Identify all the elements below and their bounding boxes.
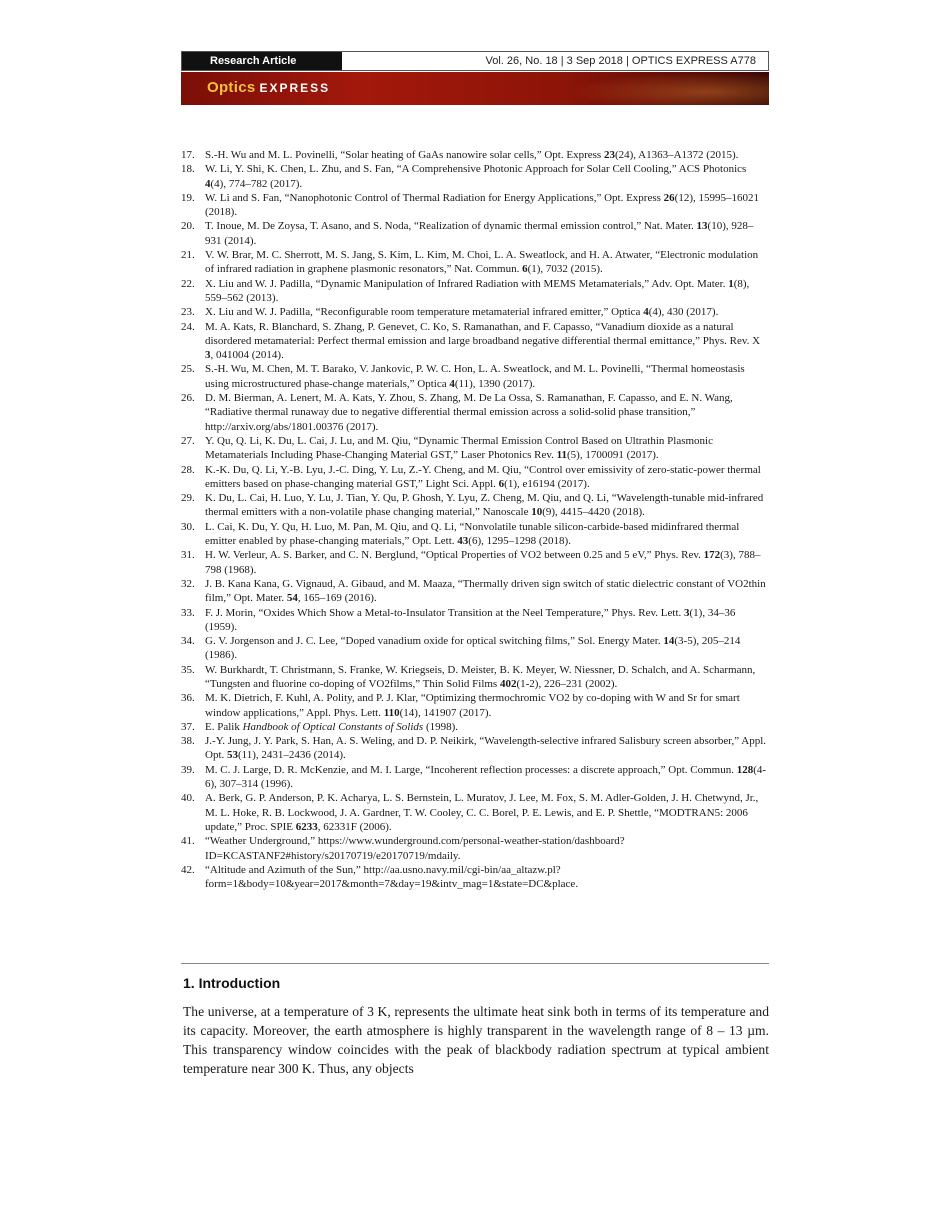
reference-item [181, 834, 769, 863]
reference-number: 38. [181, 735, 195, 748]
reference-text: E. Palik Handbook of Optical Constants of Solids (1998). [205, 720, 459, 733]
reference-number: 18. [181, 163, 195, 176]
banner-glow [569, 72, 769, 105]
reference-text: A. Berk, G. P. Anderson, P. K. Acharya, L. S. Bernstein, L. Muratov, J. Lee, M. Fox, S. M. Adler-Golden, J. H. Chetwynd, Jr., M. L. Hoke, R. B. Lockwood, J. A. Gardner, T. W. Cooley, C. C. Borel, P. E. Lewis, and E. P. Shettle, “MODTRAN5: 2006 update,” Proc. SPIE 6233, 62331F (2006). [205, 792, 759, 833]
reference-text: G. V. Jorgenson and J. C. Lee, “Doped vanadium oxide for optical switching films,” Sol. Energy Mater. 14(3-5), 205–214 (1986). [205, 635, 741, 662]
reference-number: 32. [181, 577, 195, 590]
reference-item [181, 791, 769, 834]
reference-item [181, 305, 769, 319]
reference-item [181, 391, 769, 434]
reference-number: 35. [181, 663, 195, 676]
reference-item [181, 463, 769, 492]
reference-text: S.-H. Wu, M. Chen, M. T. Barako, V. Jankovic, P. W. C. Hon, L. A. Sweatlock, and M. L. Povinelli, “Thermal homeostasis using microstructured phase-change materials,” Optica 4(11), 1390 (2017). [205, 363, 745, 390]
reference-text: K.-K. Du, Q. Li, Y.-B. Lyu, J.-C. Ding, Y. Lu, Z.-Y. Cheng, and M. Qiu, “Control over emissivity of zero-static-power thermal emitters based on phase-changing material GST,” Light Sci. Appl. 6(1), e16194 (2017). [205, 463, 761, 490]
reference-text: V. W. Brar, M. C. Sherrott, M. S. Jang, S. Kim, L. Kim, M. Choi, L. A. Sweatlock, and H. A. Atwater, “Electronic modulation of infrared radiation in graphene plasmonic resonators,” Nat. Commun. 6(1), 7032 (2015). [205, 249, 759, 276]
reference-item [181, 634, 769, 663]
journal-banner [181, 72, 769, 105]
reference-item [181, 863, 769, 892]
reference-item [181, 219, 769, 248]
reference-text: M. K. Dietrich, F. Kuhl, A. Polity, and P. J. Klar, “Optimizing thermochromic VO2 by co-doping with W and Sr for smart window applications,” Appl. Phys. Lett. 110(14), 141907 (2017). [205, 692, 740, 719]
reference-text: L. Cai, K. Du, Y. Qu, H. Luo, M. Pan, M. Qiu, and Q. Li, “Nonvolatile tunable silicon-carbide-based midinfrared thermal emitter enabled by phase-changing materials,” Opt. Lett. 43(6), 1295–1298 (2018). [205, 520, 740, 548]
reference-item [181, 663, 769, 692]
reference-item [181, 577, 769, 606]
reference-item [181, 277, 769, 306]
reference-number: 42. [181, 863, 195, 876]
reference-item [181, 491, 769, 520]
reference-number: 37. [181, 720, 195, 733]
reference-item [181, 434, 769, 463]
reference-item [181, 248, 769, 277]
reference-text: X. Liu and W. J. Padilla, “Dynamic Manipulation of Infrared Radiation with MEMS Metamaterials,” Adv. Opt. Mater. 1(8), 559–562 (2013). [205, 277, 750, 304]
reference-item [181, 763, 769, 792]
section-title: 1. Introduction [183, 975, 281, 991]
reference-item [181, 691, 769, 720]
reference-text: K. Du, L. Cai, H. Luo, Y. Lu, J. Tian, Y. Qu, P. Ghosh, Y. Lyu, Z. Cheng, M. Qiu, and Q. Li, “Wavelength-tunable mid-infrared thermal emitters with a non-volatile phase changing material,” Nanoscale 10(9), 4415–4420 (2018). [205, 492, 764, 519]
reference-number: 34. [181, 635, 195, 648]
reference-item [181, 720, 769, 734]
reference-text: X. Liu and W. J. Padilla, “Reconfigurable room temperature metamaterial infrared emitter,” Optica 4(4), 430 (2017). [205, 306, 719, 319]
reference-number: 41. [181, 835, 195, 848]
logo-express: EXPRESS [259, 81, 331, 95]
reference-number: 30. [181, 520, 195, 533]
reference-item [181, 362, 769, 391]
reference-number: 19. [181, 191, 195, 204]
reference-item [181, 606, 769, 635]
reference-item [181, 734, 769, 763]
reference-item [181, 191, 769, 220]
reference-text: W. Li, Y. Shi, K. Chen, L. Zhu, and S. Fan, “A Comprehensive Photonic Approach for Solar Cell Cooling,” ACS Photonics 4(4), 774–782 (2017). [205, 163, 747, 190]
reference-number: 17. [181, 149, 195, 161]
reference-item [181, 520, 769, 549]
intro-paragraph: The universe, at a temperature of 3 K, represents the ultimate heat sink both in terms of its temperature and its capacity. Moreover, the earth atmosphere is highly transparent in the wavelength range of 8 – 13 µm. This transparency window coincides with the peak of blackbody radiation spectrum at typical ambient temperature near 300 K. Thus, any objects [183, 1004, 769, 1076]
reference-list [181, 148, 769, 891]
reference-text: “Altitude and Azimuth of the Sun,” http://aa.usno.navy.mil/cgi-bin/aa_altazw.pl?form=1&body=10&year=2017&month=7&day=19&intv_mag=1&state=DC&place. [205, 863, 579, 891]
logo-optics: Optics [207, 79, 256, 96]
reference-text: J.-Y. Jung, J. Y. Park, S. Han, A. S. Weling, and D. P. Neikirk, “Wavelength-selective infrared Salisbury screen absorber,” Appl. Opt. 53(11), 2431–2436 (2014). [205, 735, 767, 762]
reference-item [181, 548, 769, 577]
reference-number: 29. [181, 492, 195, 505]
journal-header-bar [181, 51, 769, 71]
reference-divider [181, 963, 769, 964]
reference-number: 28. [181, 463, 195, 476]
reference-number: 33. [181, 606, 195, 619]
reference-number: 40. [181, 792, 195, 805]
reference-text: T. Inoue, M. De Zoysa, T. Asano, and S. Noda, “Realization of dynamic thermal emission control,” Nat. Mater. 13(10), 928–931 (2014). [205, 220, 754, 247]
reference-text: F. J. Morin, “Oxides Which Show a Metal-to-Insulator Transition at the Neel Temperature,” Phys. Rev. Lett. 3(1), 34–36 (1959). [205, 606, 736, 633]
reference-text: W. Burkhardt, T. Christmann, S. Franke, W. Kriegseis, D. Meister, B. K. Meyer, W. Niessner, D. Schalch, and A. Scharmann, “Tungsten and fluorine co-doping of VO2films,” Thin Solid Films 402(1-2), 226–231 (2002). [205, 663, 756, 690]
reference-text: M. C. J. Large, D. R. McKenzie, and M. I. Large, “Incoherent reflection processes: a discrete approach,” Opt. Commun. 128(4-6), 307–314 (1996). [205, 763, 767, 791]
reference-item [181, 162, 769, 191]
reference-number: 31. [181, 549, 195, 562]
reference-number: 36. [181, 692, 195, 705]
reference-number: 22. [181, 277, 195, 290]
reference-number: 24. [181, 320, 195, 333]
reference-text: M. A. Kats, R. Blanchard, S. Zhang, P. Genevet, C. Ko, S. Ramanathan, and F. Capasso, “Vanadium dioxide as a natural disordered metamaterial: Perfect thermal emission and large broadband negative differential thermal emittance,” Phys. Rev. X 3, 041004 (2014). [205, 320, 761, 362]
reference-number: 27. [181, 434, 195, 447]
reference-number: 20. [181, 220, 195, 233]
reference-item [181, 320, 769, 363]
journal-logo [207, 79, 330, 96]
reference-text: S.-H. Wu and M. L. Povinelli, “Solar heating of GaAs nanowire solar cells,” Opt. Express 23(24), A1363–A1372 (2015). [205, 149, 739, 161]
reference-number: 25. [181, 363, 195, 376]
reference-text: “Weather Underground,” https://www.wunderground.com/personal-weather-station/dashboard?ID=KCASTANF2#history/s20170719/e20170719/mdaily. [205, 835, 625, 862]
reference-number: 21. [181, 249, 195, 262]
reference-text: H. W. Verleur, A. S. Barker, and C. N. Berglund, “Optical Properties of VO2 between 0.25 and 5 eV,” Phys. Rev. 172(3), 788–798 (1968). [205, 549, 761, 576]
reference-number: 23. [181, 306, 195, 319]
reference-text: J. B. Kana Kana, G. Vignaud, A. Gibaud, and M. Maaza, “Thermally driven sign switch of static dielectric constant of VO2thin film,” Opt. Mater. 54, 165–169 (2016). [205, 577, 766, 605]
article-type-label: Research Article [182, 52, 342, 70]
reference-text: D. M. Bierman, A. Lenert, M. A. Kats, Y. Zhou, S. Zhang, M. De La Ossa, S. Ramanathan, F. Capasso, and E. N. Wang, “Radiative thermal runaway due to negative differential thermal emission across a solid-solid phase transition,” http://arxiv.org/abs/1801.00376 (2017). [205, 392, 733, 433]
reference-item [181, 148, 769, 162]
reference-number: 26. [181, 392, 195, 405]
reference-text: W. Li and S. Fan, “Nanophotonic Control of Thermal Radiation for Energy Applications,” Opt. Express 26(12), 15995–16021 (2018). [205, 191, 759, 219]
journal-citation: Vol. 26, No. 18 | 3 Sep 2018 | OPTICS EXPRESS A778 [485, 55, 756, 67]
reference-text: Y. Qu, Q. Li, K. Du, L. Cai, J. Lu, and M. Qiu, “Dynamic Thermal Emission Control Based on Ultrathin Plasmonic Metamaterials Including Phase-Changing Material GST,” Laser Photonics Rev. 11(5), 1700091 (2017). [205, 434, 713, 462]
reference-number: 39. [181, 763, 195, 776]
